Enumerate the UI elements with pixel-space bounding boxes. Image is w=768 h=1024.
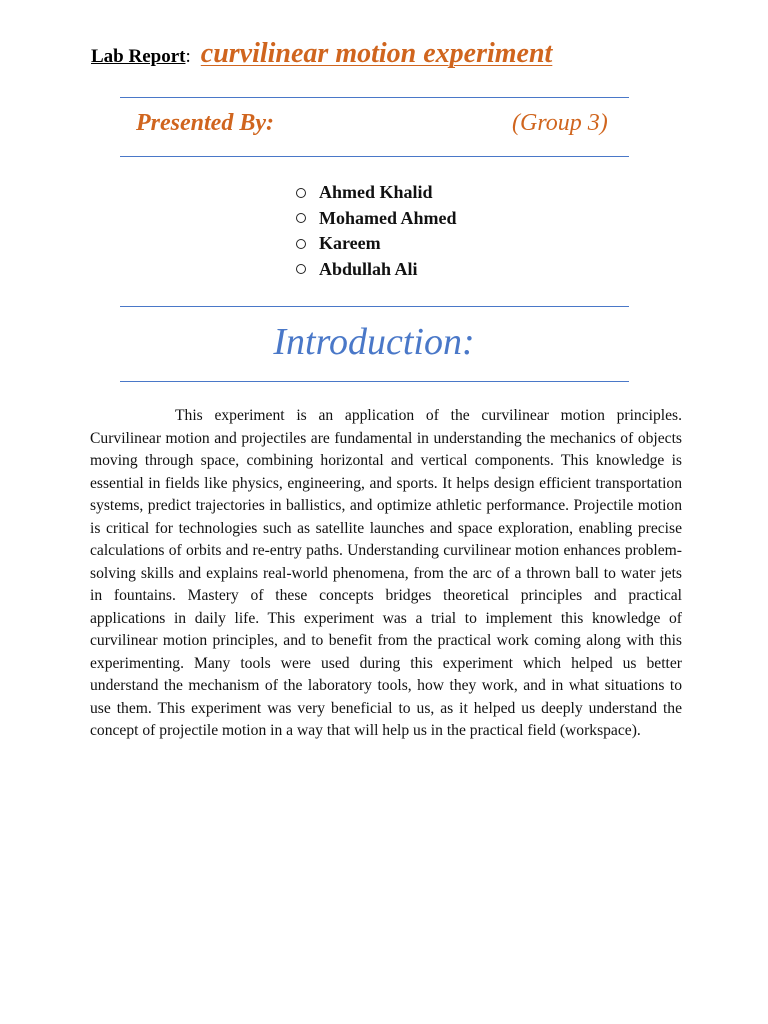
introduction-heading: Introduction: bbox=[273, 321, 475, 363]
divider-line bbox=[120, 381, 629, 382]
member-name: Mohamed Ahmed bbox=[319, 207, 457, 228]
title-line bbox=[91, 38, 552, 70]
introduction-paragraph: This experiment is an application of the curvilinear motion principles. Curvilinear motion and projectiles are fundamental in understanding the mechanics of objects moving through space, combining horizontal and vertical components. This knowledge is essential in fields like physics, engineering, and sports. It helps design efficient transportation systems, predict trajectories in ballistics, and optimize athletic performance. Projectile motion is critical for technologies such as satellite launches and space exploration, enabling precise calculations of orbits and re-entry paths. Understanding curvilinear motion enhances problem-solving skills and explains real-world phenomena, from the arc of a thrown ball to water jets in fountains. Mastery of these concepts bridges theoretical principles and practical applications in daily life. This experiment was a trial to implement this knowledge of curvilinear motion principles, and to benefit from the practical work coming along with this experimenting. Many tools were used during this experiment which helped us better understand the mechanism of the laboratory tools, how they work, and in what situations to use them. This experiment was very beneficial to us, as it helped us deeply understand the concept of projectile motion in a way that will help us in the practical field (workspace). bbox=[90, 407, 682, 739]
circle-bullet-icon bbox=[296, 213, 306, 223]
member-list bbox=[294, 180, 457, 282]
lab-report-label: Lab Report bbox=[91, 46, 186, 67]
member-name: Kareem bbox=[319, 233, 381, 254]
presented-by-label: Presented By: bbox=[136, 110, 274, 136]
circle-bullet-icon bbox=[296, 188, 306, 198]
divider-line bbox=[120, 97, 629, 98]
member-name: Ahmed Khalid bbox=[319, 182, 433, 203]
divider-line bbox=[120, 306, 629, 307]
list-item bbox=[294, 231, 457, 257]
member-name: Abdullah Ali bbox=[319, 258, 418, 279]
title-colon: : bbox=[185, 46, 191, 67]
list-item bbox=[294, 206, 457, 232]
list-item bbox=[294, 180, 457, 206]
list-item bbox=[294, 257, 457, 283]
divider-line bbox=[120, 156, 629, 157]
circle-bullet-icon bbox=[296, 239, 306, 249]
group-label: (Group 3) bbox=[512, 110, 608, 136]
presented-by-row bbox=[136, 110, 616, 144]
circle-bullet-icon bbox=[296, 264, 306, 274]
report-title: curvilinear motion experiment bbox=[200, 38, 553, 69]
